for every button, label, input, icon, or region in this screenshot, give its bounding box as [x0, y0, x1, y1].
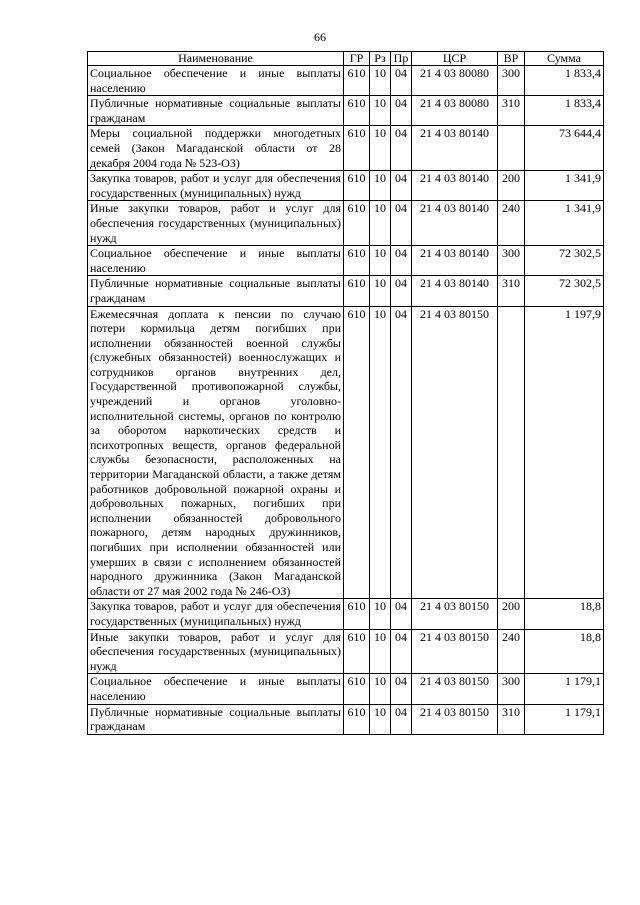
table-row — [88, 201, 604, 246]
header-csr: ЦСР — [412, 52, 498, 66]
cell-name: Закупка товаров, работ и услуг для обеспечения государственных (муниципальных) нужд — [88, 171, 344, 201]
cell-gr: 610 — [344, 674, 370, 704]
cell-sum: 18,8 — [525, 599, 604, 629]
cell-vr: 200 — [498, 599, 525, 629]
cell-pr: 04 — [391, 201, 412, 246]
cell-name: Меры социальной поддержки многодетных семей (Закон Магаданской области от 28 декабря 2004 года № 523-ОЗ) — [88, 126, 344, 171]
cell-csr: 21 4 03 80140 — [412, 201, 498, 246]
cell-gr: 610 — [344, 599, 370, 629]
cell-sum: 1 197,9 — [525, 306, 604, 599]
cell-rz: 10 — [370, 246, 391, 276]
cell-gr: 610 — [344, 96, 370, 126]
table-row — [88, 674, 604, 704]
cell-rz: 10 — [370, 171, 391, 201]
cell-gr: 610 — [344, 171, 370, 201]
cell-pr: 04 — [391, 629, 412, 674]
cell-name: Иные закупки товаров, работ и услуг для обеспечения государственных (муниципальных) нужд — [88, 201, 344, 246]
cell-gr: 610 — [344, 66, 370, 96]
cell-csr: 21 4 03 80140 — [412, 126, 498, 171]
table-row — [88, 96, 604, 126]
cell-rz: 10 — [370, 704, 391, 734]
cell-csr: 21 4 03 80150 — [412, 704, 498, 734]
cell-pr: 04 — [391, 599, 412, 629]
cell-vr — [498, 306, 525, 599]
cell-gr: 610 — [344, 246, 370, 276]
header-sum: Сумма — [525, 52, 604, 66]
cell-pr: 04 — [391, 126, 412, 171]
cell-csr: 21 4 03 80150 — [412, 306, 498, 599]
cell-rz: 10 — [370, 126, 391, 171]
cell-gr: 610 — [344, 201, 370, 246]
cell-pr: 04 — [391, 306, 412, 599]
cell-csr: 21 4 03 80140 — [412, 246, 498, 276]
table-row — [88, 629, 604, 674]
cell-gr: 610 — [344, 306, 370, 599]
cell-vr: 240 — [498, 201, 525, 246]
cell-name: Закупка товаров, работ и услуг для обеспечения государственных (муниципальных) нужд — [88, 599, 344, 629]
cell-name: Иные закупки товаров, работ и услуг для обеспечения государственных (муниципальных) нужд — [88, 629, 344, 674]
cell-rz: 10 — [370, 66, 391, 96]
cell-csr: 21 4 03 80140 — [412, 171, 498, 201]
cell-vr: 200 — [498, 171, 525, 201]
page-number: 66 — [314, 30, 326, 44]
cell-csr: 21 4 03 80080 — [412, 66, 498, 96]
cell-pr: 04 — [391, 674, 412, 704]
header-rz: Рз — [370, 52, 391, 66]
cell-rz: 10 — [370, 276, 391, 306]
cell-rz: 10 — [370, 599, 391, 629]
cell-vr: 310 — [498, 704, 525, 734]
cell-pr: 04 — [391, 276, 412, 306]
cell-rz: 10 — [370, 306, 391, 599]
cell-csr: 21 4 03 80150 — [412, 629, 498, 674]
table-row — [88, 599, 604, 629]
cell-pr: 04 — [391, 66, 412, 96]
cell-rz: 10 — [370, 674, 391, 704]
cell-name: Публичные нормативные социальные выплаты гражданам — [88, 276, 344, 306]
table-row — [88, 704, 604, 734]
cell-sum: 1 833,4 — [525, 96, 604, 126]
header-vr: ВР — [498, 52, 525, 66]
cell-sum: 1 179,1 — [525, 704, 604, 734]
cell-vr: 300 — [498, 674, 525, 704]
table-row — [88, 171, 604, 201]
budget-table — [87, 51, 604, 735]
table-row — [88, 246, 604, 276]
cell-rz: 10 — [370, 629, 391, 674]
cell-vr — [498, 126, 525, 171]
cell-sum: 1 179,1 — [525, 674, 604, 704]
cell-gr: 610 — [344, 629, 370, 674]
cell-gr: 610 — [344, 704, 370, 734]
cell-name: Социальное обеспечение и иные выплаты населению — [88, 246, 344, 276]
cell-rz: 10 — [370, 201, 391, 246]
header-gr: ГР — [344, 52, 370, 66]
table-row — [88, 126, 604, 171]
cell-sum: 73 644,4 — [525, 126, 604, 171]
cell-gr: 610 — [344, 276, 370, 306]
cell-vr: 300 — [498, 66, 525, 96]
cell-pr: 04 — [391, 704, 412, 734]
cell-vr: 310 — [498, 276, 525, 306]
cell-sum: 1 833,4 — [525, 66, 604, 96]
cell-rz: 10 — [370, 96, 391, 126]
cell-sum: 18,8 — [525, 629, 604, 674]
cell-csr: 21 4 03 80150 — [412, 674, 498, 704]
cell-sum: 72 302,5 — [525, 276, 604, 306]
cell-gr: 610 — [344, 126, 370, 171]
cell-sum: 1 341,9 — [525, 201, 604, 246]
cell-vr: 240 — [498, 629, 525, 674]
cell-pr: 04 — [391, 96, 412, 126]
cell-csr: 21 4 03 80140 — [412, 276, 498, 306]
table-row — [88, 306, 604, 599]
cell-vr: 300 — [498, 246, 525, 276]
header-name: Наименование — [88, 52, 344, 66]
table-row — [88, 276, 604, 306]
cell-vr: 310 — [498, 96, 525, 126]
cell-csr: 21 4 03 80150 — [412, 599, 498, 629]
cell-name: Ежемесячная доплата к пенсии по случаю потери кормильца детям погибших при исполнении обязанностей военной службы (служебных обязанностей) военнослужащих и сотрудников органов внутренних дел, Государственной противопожарной службы, учреждений и органов уголовно-исполнительной системы, органов по контролю за оборотом наркотических средств и психотропных веществ, органов федеральной службы безопасности, расположенных на территории Магаданской области, а также детям работников добровольной пожарной охраны и добровольных пожарных, погибших при исполнении обязанностей добровольного пожарного, детям народных дружинников, погибших при исполнении обязанностей или умерших в связи с исполнением обязанностей народного дружинника (Закон Магаданской области от 27 мая 2002 года № 246-ОЗ) — [88, 306, 344, 599]
cell-pr: 04 — [391, 246, 412, 276]
cell-sum: 1 341,9 — [525, 171, 604, 201]
cell-name: Публичные нормативные социальные выплаты гражданам — [88, 96, 344, 126]
cell-name: Социальное обеспечение и иные выплаты населению — [88, 66, 344, 96]
table-row — [88, 66, 604, 96]
header-pr: Пр — [391, 52, 412, 66]
table-header-row — [88, 52, 604, 66]
cell-name: Публичные нормативные социальные выплаты гражданам — [88, 704, 344, 734]
cell-csr: 21 4 03 80080 — [412, 96, 498, 126]
cell-sum: 72 302,5 — [525, 246, 604, 276]
cell-pr: 04 — [391, 171, 412, 201]
cell-name: Социальное обеспечение и иные выплаты населению — [88, 674, 344, 704]
